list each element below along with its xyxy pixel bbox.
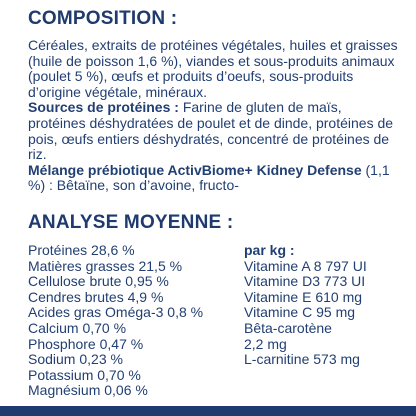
constituent-row: Magnésium 0,06 % — [28, 382, 148, 399]
additive-row: L-carnitine 573 mg — [244, 351, 360, 368]
prebiotic-label: Mélange prébiotique ActivBiome+ Kidney Defense — [28, 161, 362, 178]
constituent-row: Cendres brutes 4,9 % — [28, 288, 164, 305]
additive-row: Vitamine A 8 797 UI — [244, 257, 367, 274]
composition-heading: COMPOSITION : — [28, 8, 178, 29]
bottom-color-bar — [0, 406, 416, 416]
prebiotic-paragraph — [28, 163, 400, 194]
protein-sources-text: Farine de gluten de maïs, protéines déshydratées de poulet et de dinde, protéines de pois, œufs entiers déshydratés, concentré de protéines de riz. — [28, 99, 394, 163]
constituent-row: Potassium 0,70 % — [28, 366, 141, 383]
constituent-row: Phosphore 0,47 % — [28, 335, 144, 352]
constituent-row: Acides gras Oméga-3 0,8 % — [28, 304, 204, 321]
ingredients-text: Céréales, extraits de protéines végétales, huiles et graisses (huile de poisson 1,6 %), viandes et sous-produits animaux (poulet 5 %), œufs et produits d’oeufs, sous-produits d’origine végétale, minéraux. — [28, 37, 398, 100]
per-kg-header: par kg : — [244, 242, 295, 258]
constituent-row: Protéines 28,6 % — [28, 242, 135, 258]
additive-row: Vitamine E 610 mg — [244, 288, 363, 305]
constituents-list — [28, 243, 228, 399]
additive-row: Vitamine C 95 mg — [244, 304, 356, 321]
constituent-row: Matières grasses 21,5 % — [28, 257, 183, 274]
additive-row: Vitamine D3 773 UI — [244, 273, 366, 290]
protein-sources-label: Sources de protéines : — [28, 99, 179, 116]
constituent-row: Calcium 0,70 % — [28, 319, 127, 336]
prebiotic-text: (1,1 %) : Bêtaïne, son d’avoine, fructo- — [28, 161, 390, 194]
composition-block — [28, 38, 400, 194]
constituent-row: Cellulose brute 0,95 % — [28, 273, 169, 290]
additive-row: Bêta-carotène — [244, 319, 332, 336]
protein-sources-paragraph — [28, 100, 400, 162]
additive-row: 2,2 mg — [244, 335, 287, 352]
ingredients-paragraph — [28, 38, 400, 100]
constituent-row: Sodium 0,23 % — [28, 351, 123, 368]
analysis-heading: ANALYSE MOYENNE : — [28, 212, 234, 233]
per-kg-list — [244, 243, 394, 368]
